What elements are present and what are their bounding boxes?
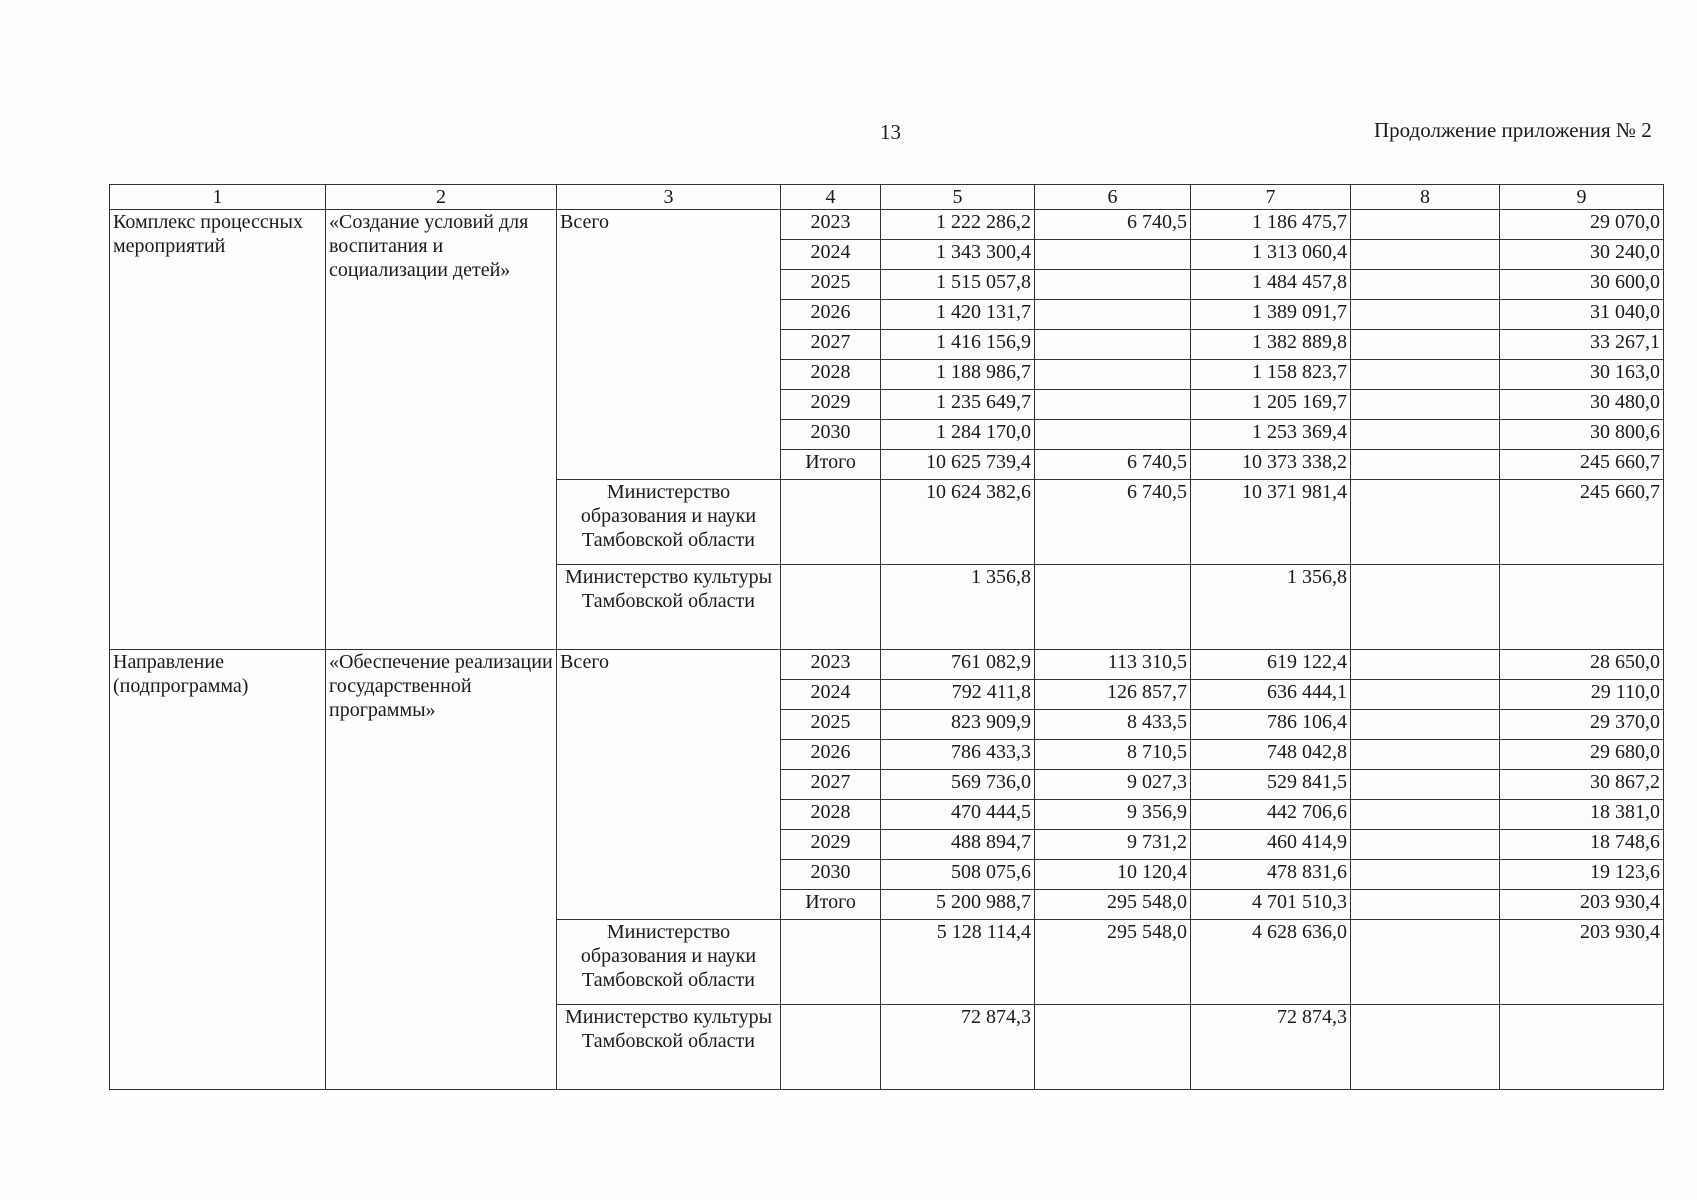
- value-cell-7: 1 253 369,4: [1191, 420, 1351, 450]
- value-cell-9: 28 650,0: [1500, 650, 1664, 680]
- value-cell-6: [1035, 330, 1191, 360]
- year-cell: 2027: [781, 770, 881, 800]
- value-cell-7: 4 701 510,3: [1191, 890, 1351, 920]
- value-cell-9: 29 110,0: [1500, 680, 1664, 710]
- value-cell-5: 1 343 300,4: [881, 240, 1035, 270]
- year-cell: [781, 565, 881, 650]
- year-cell: 2028: [781, 800, 881, 830]
- appendix-note: Продолжение приложения № 2: [1374, 118, 1652, 142]
- value-cell-7: 1 205 169,7: [1191, 390, 1351, 420]
- value-cell-6: 6 740,5: [1035, 480, 1191, 565]
- value-cell-8: [1351, 330, 1500, 360]
- value-cell-6: [1035, 565, 1191, 650]
- value-cell-9: 29 370,0: [1500, 710, 1664, 740]
- value-cell-9: 30 480,0: [1500, 390, 1664, 420]
- value-cell-7: 1 313 060,4: [1191, 240, 1351, 270]
- year-cell: 2029: [781, 390, 881, 420]
- value-cell-8: [1351, 565, 1500, 650]
- year-cell: [781, 480, 881, 565]
- value-cell-5: 5 128 114,4: [881, 920, 1035, 1005]
- year-cell: 2029: [781, 830, 881, 860]
- value-cell-7: 1 158 823,7: [1191, 360, 1351, 390]
- value-cell-6: [1035, 240, 1191, 270]
- value-cell-7: 1 382 889,8: [1191, 330, 1351, 360]
- year-cell: Итого: [781, 450, 881, 480]
- value-cell-9: 203 930,4: [1500, 890, 1664, 920]
- value-cell-7: 619 122,4: [1191, 650, 1351, 680]
- value-cell-6: 6 740,5: [1035, 210, 1191, 240]
- value-cell-5: 508 075,6: [881, 860, 1035, 890]
- year-cell: 2023: [781, 210, 881, 240]
- budget-table: [109, 184, 1664, 1090]
- column-header: 4: [781, 185, 881, 210]
- year-cell: Итого: [781, 890, 881, 920]
- value-cell-6: 9 027,3: [1035, 770, 1191, 800]
- value-cell-9: 18 381,0: [1500, 800, 1664, 830]
- value-cell-9: [1500, 1005, 1664, 1090]
- value-cell-8: [1351, 450, 1500, 480]
- row-name-cell: «Обеспечение реализации государственной программы»: [326, 650, 557, 1090]
- total-label-cell: Всего: [557, 210, 781, 480]
- value-cell-5: 761 082,9: [881, 650, 1035, 680]
- value-cell-8: [1351, 270, 1500, 300]
- value-cell-7: 4 628 636,0: [1191, 920, 1351, 1005]
- value-cell-7: 1 389 091,7: [1191, 300, 1351, 330]
- page-number: 13: [880, 120, 901, 144]
- year-cell: 2030: [781, 420, 881, 450]
- value-cell-7: 478 831,6: [1191, 860, 1351, 890]
- value-cell-6: 295 548,0: [1035, 890, 1191, 920]
- value-cell-7: 636 444,1: [1191, 680, 1351, 710]
- value-cell-8: [1351, 480, 1500, 565]
- value-cell-9: 30 600,0: [1500, 270, 1664, 300]
- column-header: 1: [110, 185, 326, 210]
- year-cell: 2025: [781, 710, 881, 740]
- value-cell-5: 5 200 988,7: [881, 890, 1035, 920]
- value-cell-7: 748 042,8: [1191, 740, 1351, 770]
- value-cell-5: 1 416 156,9: [881, 330, 1035, 360]
- value-cell-8: [1351, 920, 1500, 1005]
- value-cell-7: 442 706,6: [1191, 800, 1351, 830]
- source-name-cell: Министерство образования и науки Тамбовской области: [557, 920, 781, 1005]
- column-header: 3: [557, 185, 781, 210]
- value-cell-7: 460 414,9: [1191, 830, 1351, 860]
- value-cell-6: 8 710,5: [1035, 740, 1191, 770]
- value-cell-6: [1035, 420, 1191, 450]
- value-cell-9: 18 748,6: [1500, 830, 1664, 860]
- year-cell: [781, 1005, 881, 1090]
- table-row: [110, 650, 1664, 680]
- column-header: 2: [326, 185, 557, 210]
- value-cell-8: [1351, 830, 1500, 860]
- year-cell: 2024: [781, 240, 881, 270]
- table-row: [110, 210, 1664, 240]
- value-cell-5: 1 515 057,8: [881, 270, 1035, 300]
- value-cell-5: 470 444,5: [881, 800, 1035, 830]
- value-cell-9: 203 930,4: [1500, 920, 1664, 1005]
- value-cell-7: 72 874,3: [1191, 1005, 1351, 1090]
- value-cell-5: 72 874,3: [881, 1005, 1035, 1090]
- value-cell-5: 786 433,3: [881, 740, 1035, 770]
- year-cell: 2024: [781, 680, 881, 710]
- value-cell-5: 488 894,7: [881, 830, 1035, 860]
- value-cell-5: 10 624 382,6: [881, 480, 1035, 565]
- value-cell-9: 29 070,0: [1500, 210, 1664, 240]
- value-cell-6: 113 310,5: [1035, 650, 1191, 680]
- year-cell: 2028: [781, 360, 881, 390]
- value-cell-8: [1351, 710, 1500, 740]
- value-cell-7: 1 484 457,8: [1191, 270, 1351, 300]
- year-cell: 2026: [781, 300, 881, 330]
- source-name-cell: Министерство культуры Тамбовской области: [557, 565, 781, 650]
- value-cell-9: 30 240,0: [1500, 240, 1664, 270]
- column-header: 7: [1191, 185, 1351, 210]
- value-cell-5: 823 909,9: [881, 710, 1035, 740]
- value-cell-6: [1035, 270, 1191, 300]
- value-cell-5: 1 420 131,7: [881, 300, 1035, 330]
- value-cell-8: [1351, 800, 1500, 830]
- value-cell-8: [1351, 390, 1500, 420]
- value-cell-7: 1 186 475,7: [1191, 210, 1351, 240]
- value-cell-5: 1 188 986,7: [881, 360, 1035, 390]
- value-cell-9: 30 800,6: [1500, 420, 1664, 450]
- value-cell-9: 29 680,0: [1500, 740, 1664, 770]
- value-cell-8: [1351, 650, 1500, 680]
- year-cell: 2023: [781, 650, 881, 680]
- value-cell-8: [1351, 1005, 1500, 1090]
- year-cell: 2030: [781, 860, 881, 890]
- value-cell-9: 19 123,6: [1500, 860, 1664, 890]
- year-cell: 2026: [781, 740, 881, 770]
- value-cell-5: 1 222 286,2: [881, 210, 1035, 240]
- value-cell-6: 10 120,4: [1035, 860, 1191, 890]
- value-cell-6: [1035, 300, 1191, 330]
- value-cell-8: [1351, 240, 1500, 270]
- value-cell-9: 31 040,0: [1500, 300, 1664, 330]
- value-cell-5: 10 625 739,4: [881, 450, 1035, 480]
- value-cell-8: [1351, 890, 1500, 920]
- value-cell-8: [1351, 420, 1500, 450]
- total-label-cell: Всего: [557, 650, 781, 920]
- column-header: 5: [881, 185, 1035, 210]
- value-cell-8: [1351, 770, 1500, 800]
- value-cell-8: [1351, 300, 1500, 330]
- column-number-row: [110, 185, 1664, 210]
- value-cell-8: [1351, 740, 1500, 770]
- value-cell-5: 792 411,8: [881, 680, 1035, 710]
- row-name-cell: «Создание условий для воспитания и социализации детей»: [326, 210, 557, 650]
- value-cell-8: [1351, 210, 1500, 240]
- value-cell-9: 30 867,2: [1500, 770, 1664, 800]
- value-cell-9: 245 660,7: [1500, 450, 1664, 480]
- value-cell-9: [1500, 565, 1664, 650]
- source-name-cell: Министерство образования и науки Тамбовской области: [557, 480, 781, 565]
- value-cell-7: 10 373 338,2: [1191, 450, 1351, 480]
- year-cell: 2025: [781, 270, 881, 300]
- value-cell-5: 1 284 170,0: [881, 420, 1035, 450]
- value-cell-7: 1 356,8: [1191, 565, 1351, 650]
- value-cell-5: 1 356,8: [881, 565, 1035, 650]
- value-cell-6: 9 731,2: [1035, 830, 1191, 860]
- value-cell-6: [1035, 390, 1191, 420]
- column-header: 8: [1351, 185, 1500, 210]
- value-cell-6: [1035, 360, 1191, 390]
- value-cell-9: 33 267,1: [1500, 330, 1664, 360]
- value-cell-8: [1351, 860, 1500, 890]
- value-cell-6: 126 857,7: [1035, 680, 1191, 710]
- value-cell-5: 1 235 649,7: [881, 390, 1035, 420]
- value-cell-7: 529 841,5: [1191, 770, 1351, 800]
- value-cell-6: [1035, 1005, 1191, 1090]
- value-cell-9: 30 163,0: [1500, 360, 1664, 390]
- value-cell-5: 569 736,0: [881, 770, 1035, 800]
- value-cell-8: [1351, 360, 1500, 390]
- value-cell-6: 295 548,0: [1035, 920, 1191, 1005]
- row-type-cell: Направление (подпрограмма): [110, 650, 326, 1090]
- year-cell: [781, 920, 881, 1005]
- value-cell-8: [1351, 680, 1500, 710]
- source-name-cell: Министерство культуры Тамбовской области: [557, 1005, 781, 1090]
- value-cell-6: 6 740,5: [1035, 450, 1191, 480]
- column-header: 6: [1035, 185, 1191, 210]
- value-cell-6: 8 433,5: [1035, 710, 1191, 740]
- value-cell-9: 245 660,7: [1500, 480, 1664, 565]
- year-cell: 2027: [781, 330, 881, 360]
- value-cell-6: 9 356,9: [1035, 800, 1191, 830]
- row-type-cell: Комплекс процессных мероприятий: [110, 210, 326, 650]
- value-cell-7: 10 371 981,4: [1191, 480, 1351, 565]
- value-cell-7: 786 106,4: [1191, 710, 1351, 740]
- column-header: 9: [1500, 185, 1664, 210]
